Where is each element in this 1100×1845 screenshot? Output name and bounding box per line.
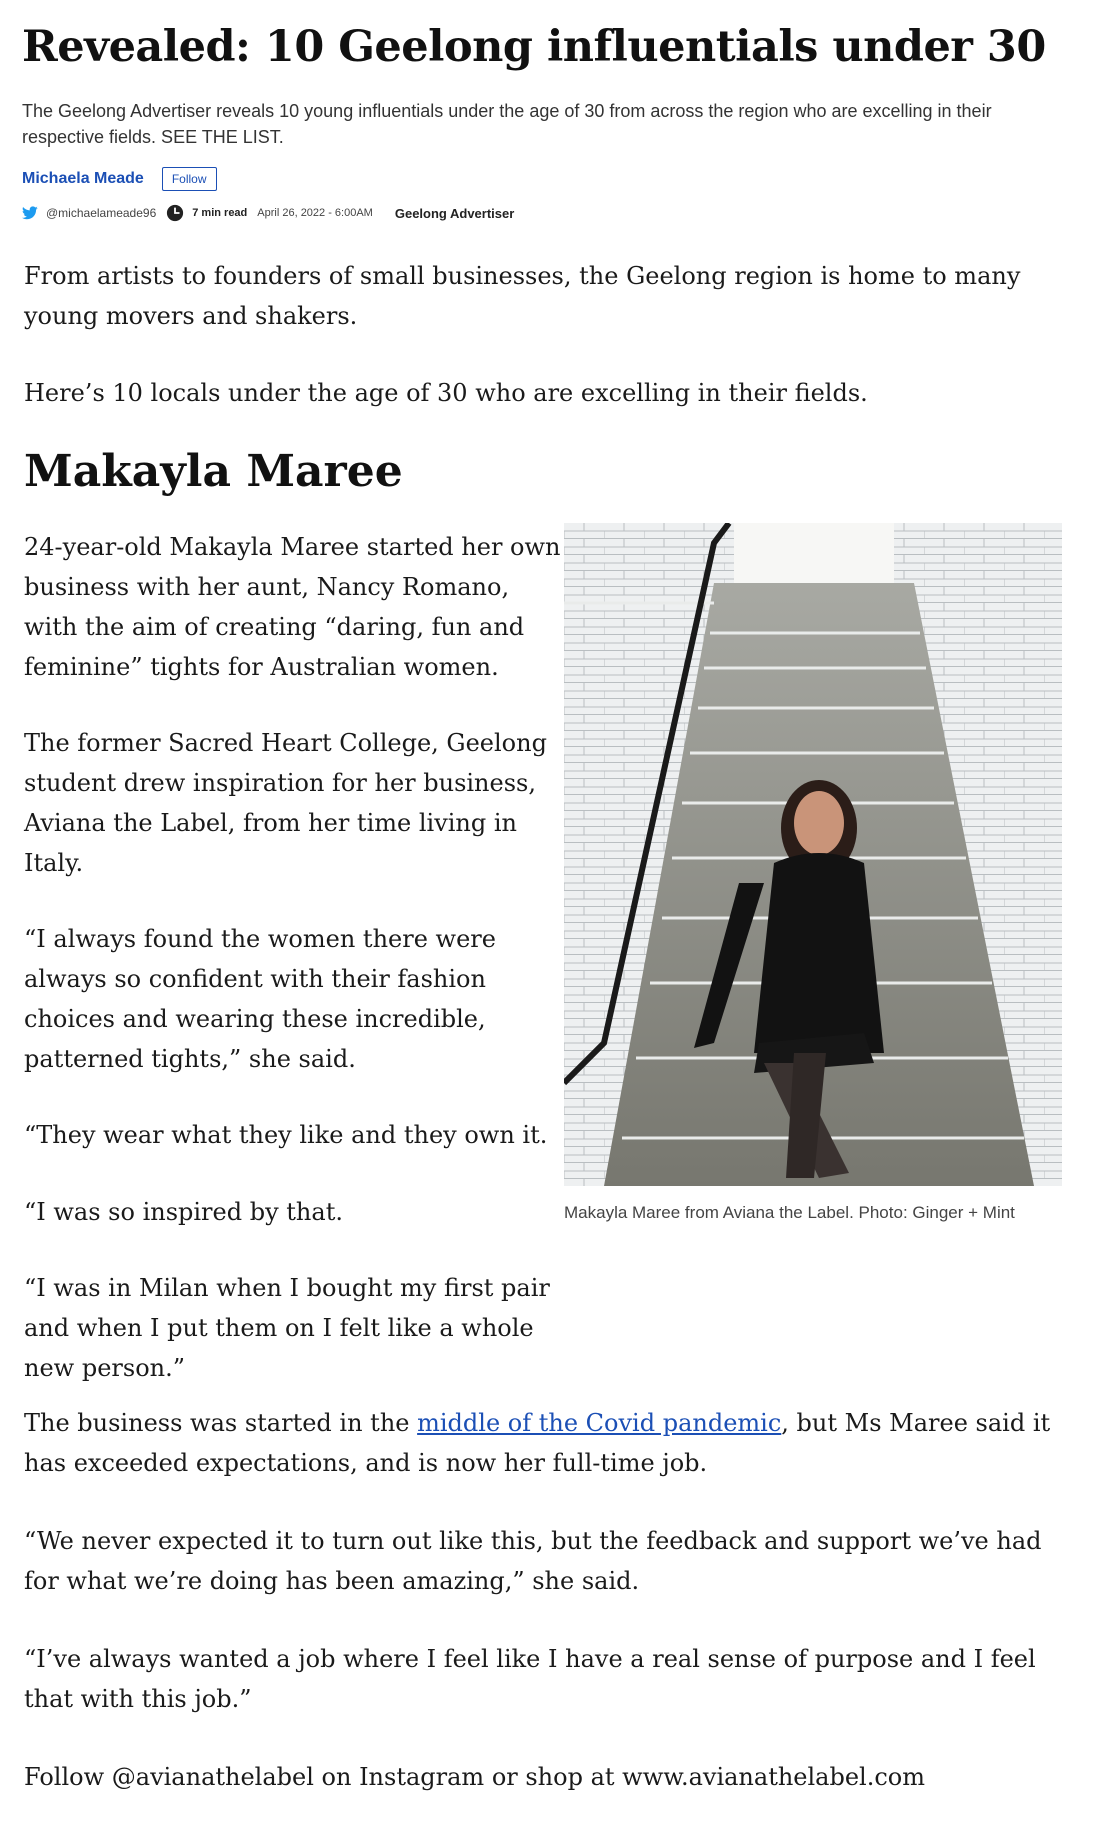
author-name-link[interactable]: Michaela Meade [22, 170, 144, 187]
covid-pandemic-link[interactable]: middle of the Covid pandemic [417, 1409, 782, 1437]
body-paragraph-5: “I was so inspired by that. [24, 1198, 343, 1226]
business-text-after: , but Ms Maree said it has exceeded expectations, and is now her full-time job. [24, 1409, 1051, 1477]
photo-caption: Makayla Maree from Aviana the Label. Photo: Ginger + Mint [564, 1203, 1015, 1222]
body-paragraph-4: “They wear what they like and they own it. [24, 1121, 548, 1149]
closing-paragraph-1: “We never expected it to turn out like this, but the feedback and support we’ve had for what we’re doing has been amazing,” she said. [24, 1527, 1042, 1595]
clock-icon [166, 204, 184, 222]
follow-button[interactable]: Follow [162, 167, 217, 191]
publish-date: April 26, 2022 - 6:00AM [257, 207, 373, 219]
intro-paragraph-1: From artists to founders of small businesses, the Geelong region is home to many young movers and shakers. [24, 262, 1021, 330]
business-text-before: The business was started in the [24, 1409, 418, 1437]
article-standfirst: The Geelong Advertiser reveals 10 young influentials under the age of 30 from across the region who are excelling in their respective fields. SEE THE LIST. [22, 101, 992, 147]
article-headline: Revealed: 10 Geelong influentials under 30 [22, 22, 1046, 72]
section-heading: Makayla Maree [24, 446, 403, 497]
twitter-handle[interactable]: @michaelameade96 [46, 206, 157, 220]
article-photo[interactable] [564, 523, 1062, 1186]
closing-paragraph-3: Follow @avianathelabel on Instagram or shop at www.avianathelabel.com [24, 1763, 925, 1791]
publication-name: Geelong Advertiser [394, 205, 515, 221]
read-time: 7 min read [192, 207, 248, 219]
twitter-icon[interactable] [22, 206, 38, 220]
intro-paragraph-2: Here’s 10 locals under the age of 30 who are excelling in their fields. [24, 379, 868, 407]
body-paragraph-1: 24-year-old Makayla Maree started her own business with her aunt, Nancy Romano, with the aim of creating “daring, fun and feminine” tights for Australian women. [24, 533, 561, 681]
body-paragraph-3: “I always found the women there were always so confident with their fashion choices and wearing these incredible, patterned tights,” she said. [24, 925, 496, 1073]
byline [22, 167, 217, 191]
closing-paragraph-2: “I’ve always wanted a job where I feel like I have a real sense of purpose and I feel that with this job.” [24, 1645, 1036, 1713]
article-meta [22, 204, 514, 222]
body-paragraph-6: “I was in Milan when I bought my first pair and when I put them on I felt like a whole new person.” [24, 1274, 550, 1382]
photo-illustration [564, 523, 1062, 1186]
body-paragraph-business [24, 1403, 1064, 1483]
body-paragraph-2: The former Sacred Heart College, Geelong student drew inspiration for her business, Aviana the Label, from her time living in Italy. [24, 729, 547, 877]
